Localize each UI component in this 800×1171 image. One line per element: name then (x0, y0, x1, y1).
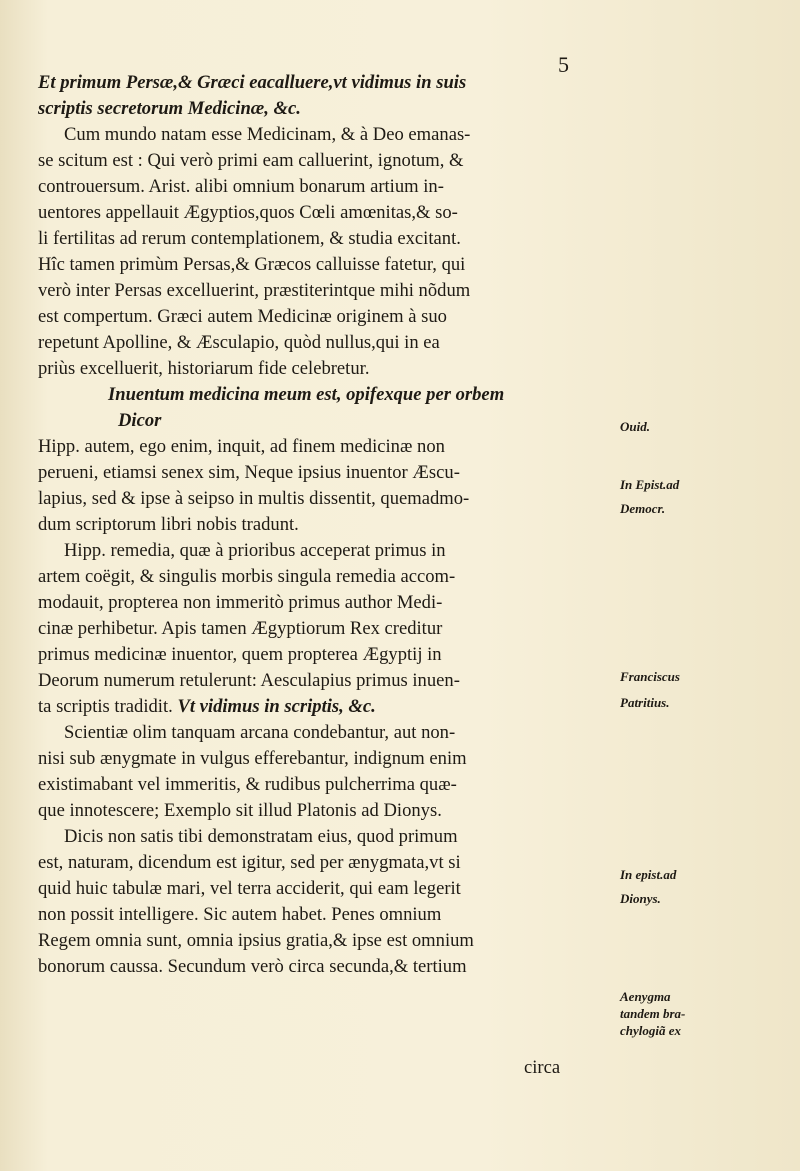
text-line: quid huic tabulæ mari, vel terra acciderit, qui eam legerit (38, 878, 461, 899)
text-line: est, naturam, dicendum est igitur, sed per ænygmata,vt si (38, 852, 461, 873)
marginal-note: chylogiã ex (620, 1023, 682, 1038)
text-line: Hipp. autem, ego enim, inquit, ad finem medicinæ non (38, 436, 445, 457)
text-line: primus medicinæ inuentor, quem propterea Ægyptij in (38, 644, 442, 665)
marginal-note: Franciscus (620, 669, 680, 684)
text-line: dum scriptorum libri nobis tradunt. (38, 514, 299, 535)
text-line: repetunt Apolline, & Æsculapio, quòd nullus,qui in ea (38, 332, 440, 353)
text-line: bonorum caussa. Secundum verò circa secunda,& tertium (38, 956, 467, 977)
text-line: se scitum est : Qui verò primi eam calluerint, ignotum, & (38, 150, 464, 171)
text-line: lapius, sed & ipse à seipso in multis dissentit, quemadmo- (38, 488, 470, 509)
body-text (38, 70, 598, 980)
text-line: verò inter Persas excelluerint, præstiterintque mihi nõdum (38, 280, 471, 301)
marginal-note: Patritius. (620, 695, 670, 710)
text-line: cinæ perhibetur. Apis tamen Ægyptiorum Rex creditur (38, 618, 443, 639)
marginal-note: Aenygma (620, 989, 671, 1004)
text-line: Cum mundo natam esse Medicinam, & à Deo emanas- (64, 124, 471, 145)
text-line: priùs excelluerit, historiarum fide celebretur. (38, 358, 370, 379)
page-number: 5 (558, 52, 569, 77)
text-line: existimabant vel immeritis, & rudibus pulcherrima quæ- (38, 774, 457, 795)
text-line: controuersum. Arist. alibi omnium bonarum artium in- (38, 176, 444, 197)
lemma-span: Vt vidimus in scriptis, &c. (177, 696, 376, 717)
marginal-note: Democr. (620, 501, 666, 516)
text-line: Dicis non satis tibi demonstratam eius, quod primum (64, 826, 458, 847)
text-line: Et primum Persæ,& Græci eacalluere,vt vidimus in suis (38, 72, 467, 93)
verse-line: Dicor (118, 410, 162, 431)
text-line (38, 694, 598, 720)
text-line: Scientiæ olim tanquam arcana condebantur, aut non- (64, 722, 456, 743)
text-line: Hipp. remedia, quæ à prioribus acceperat primus in (64, 540, 446, 561)
text-line: Regem omnia sunt, omnia ipsius gratia,& ipse est omnium (38, 930, 474, 951)
marginal-note: In epist.ad (620, 867, 677, 882)
text-line: artem coëgit, & singulis morbis singula remedia accom- (38, 566, 456, 587)
text-line: perueni, etiamsi senex sim, Neque ipsius inuentor Æscu- (38, 462, 460, 483)
marginal-note: tandem bra- (620, 1006, 686, 1021)
marginal-note: In Epist.ad (620, 477, 680, 492)
marginal-note: Ouid. (620, 419, 650, 434)
catchword: circa (524, 1057, 561, 1078)
text-line: li fertilitas ad rerum contemplationem, & studia excitant. (38, 228, 461, 249)
text-span: ta scriptis tradidit. (38, 696, 173, 717)
text-line: que innotescere; Exemplo sit illud Platonis ad Dionys. (38, 800, 442, 821)
text-line: Deorum numerum retulerunt: Aesculapius primus inuen- (38, 670, 460, 691)
text-line: uentores appellauit Ægyptios,quos Cœli amœnitas,& so- (38, 202, 458, 223)
text-line: est compertum. Græci autem Medicinæ originem à suo (38, 306, 447, 327)
text-line: Hîc tamen primùm Persas,& Græcos calluisse fatetur, qui (38, 254, 466, 275)
text-line: modauit, propterea non immeritò primus author Medi- (38, 592, 443, 613)
text-line: non possit intelligere. Sic autem habet. Penes omnium (38, 904, 442, 925)
marginal-note: Dionys. (620, 891, 661, 906)
text-line: nisi sub ænygmate in vulgus efferebantur, indignum enim (38, 748, 467, 769)
verse-line: Inuentum medicina meum est, opifexque per orbem (108, 384, 505, 405)
text-line: scriptis secretorum Medicinæ, &c. (38, 98, 301, 119)
